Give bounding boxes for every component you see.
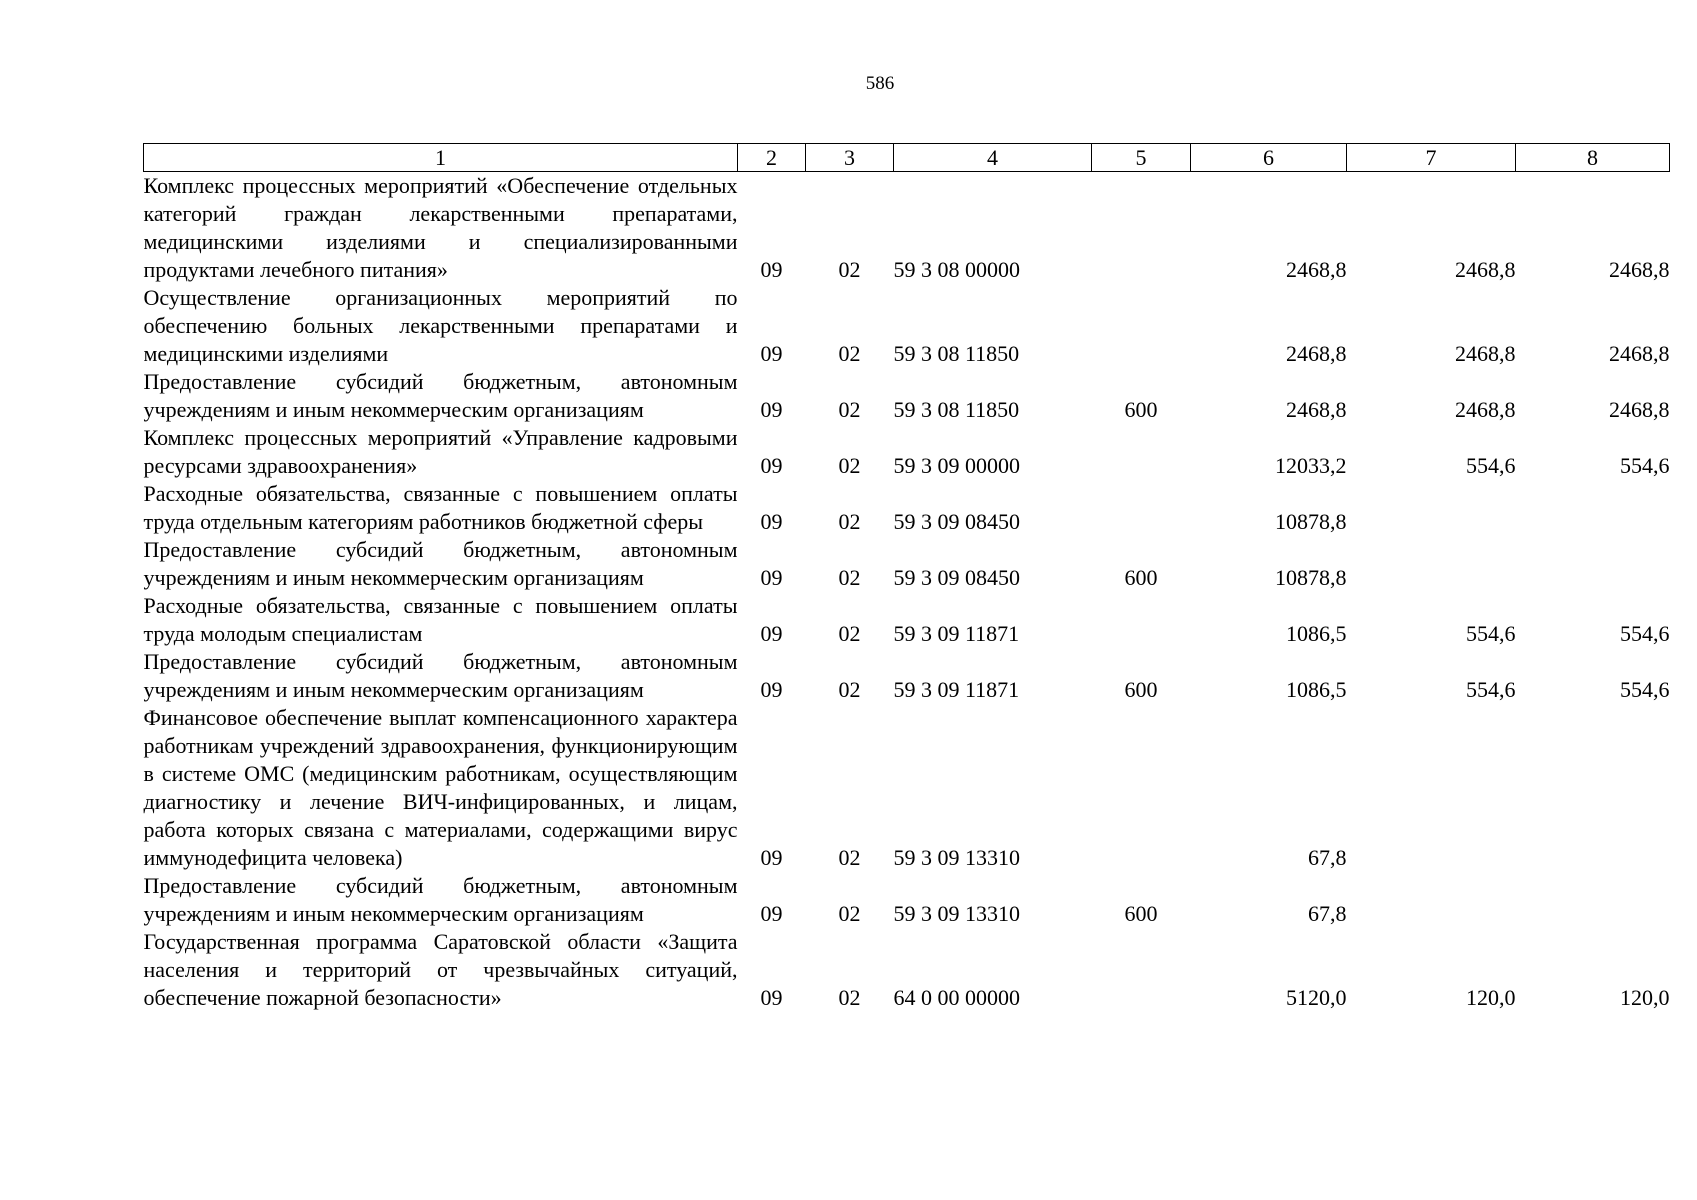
target-article-code: 59 3 09 13310 xyxy=(893,845,1020,870)
section-code: 09 xyxy=(760,845,783,870)
target-article-code: 59 3 08 11850 xyxy=(893,397,1020,422)
expense-type-code xyxy=(1092,480,1191,536)
subsection-code: 02 xyxy=(838,621,861,646)
subsection-code: 02 xyxy=(838,509,861,534)
section-code: 09 xyxy=(760,565,783,590)
table-row xyxy=(144,480,1670,536)
column-header-row xyxy=(144,144,1670,172)
budget-table xyxy=(143,143,1670,1012)
expense-type-code xyxy=(1092,592,1191,648)
subsection-code: 02 xyxy=(838,397,861,422)
section-code: 09 xyxy=(760,677,783,702)
amount-year-1: 2468,8 xyxy=(1286,341,1347,366)
expense-type-code xyxy=(1092,928,1191,1012)
amount-year-3 xyxy=(1516,480,1670,536)
amount-year-2: 2468,8 xyxy=(1455,341,1516,366)
section-code: 09 xyxy=(760,509,783,534)
column-header: 8 xyxy=(1516,144,1670,172)
column-header: 5 xyxy=(1092,144,1191,172)
target-article-code: 64 0 00 00000 xyxy=(893,985,1020,1010)
section-code: 09 xyxy=(760,901,783,926)
amount-year-3 xyxy=(1516,536,1670,592)
expense-type-code: 600 xyxy=(1124,397,1158,422)
amount-year-1: 2468,8 xyxy=(1286,397,1347,422)
section-code: 09 xyxy=(760,985,783,1010)
column-header: 4 xyxy=(894,144,1092,172)
amount-year-2 xyxy=(1347,872,1516,928)
table-row xyxy=(144,172,1670,285)
row-description: Предоставление субсидий бюджетным, автономным учреждениям и иным некоммерческим организациям xyxy=(143,537,738,590)
row-description: Расходные обязательства, связанные с повышением оплаты труда отдельным категориям работников бюджетной сферы xyxy=(143,481,738,534)
table-row xyxy=(144,648,1670,704)
expense-type-code xyxy=(1092,284,1191,368)
amount-year-3 xyxy=(1516,872,1670,928)
amount-year-1: 10878,8 xyxy=(1275,509,1347,534)
row-description: Расходные обязательства, связанные с повышением оплаты труда молодым специалистам xyxy=(143,593,738,646)
amount-year-2 xyxy=(1347,480,1516,536)
amount-year-3: 554,6 xyxy=(1620,677,1670,702)
row-description: Комплекс процессных мероприятий «Управление кадровыми ресурсами здравоохранения» xyxy=(143,425,738,478)
target-article-code: 59 3 09 11871 xyxy=(893,677,1020,702)
subsection-code: 02 xyxy=(838,257,861,282)
row-description: Осуществление организационных мероприятий по обеспечению больных лекарственными препаратами и медицинскими изделиями xyxy=(143,285,738,366)
column-header: 1 xyxy=(144,144,738,172)
amount-year-3: 2468,8 xyxy=(1609,257,1670,282)
table-row xyxy=(144,536,1670,592)
amount-year-1: 67,8 xyxy=(1308,901,1347,926)
row-description: Предоставление субсидий бюджетным, автономным учреждениям и иным некоммерческим организациям xyxy=(143,369,738,422)
amount-year-2: 120,0 xyxy=(1466,985,1516,1010)
target-article-code: 59 3 09 13310 xyxy=(893,901,1020,926)
column-header: 7 xyxy=(1347,144,1516,172)
amount-year-2: 554,6 xyxy=(1466,621,1516,646)
column-header: 3 xyxy=(806,144,894,172)
table-row xyxy=(144,592,1670,648)
table-row xyxy=(144,872,1670,928)
amount-year-3: 554,6 xyxy=(1620,621,1670,646)
amount-year-1: 5120,0 xyxy=(1286,985,1347,1010)
column-header: 2 xyxy=(738,144,806,172)
expense-type-code xyxy=(1092,172,1191,285)
amount-year-1: 2468,8 xyxy=(1286,257,1347,282)
amount-year-1: 67,8 xyxy=(1308,845,1347,870)
target-article-code: 59 3 08 00000 xyxy=(893,257,1020,282)
amount-year-2 xyxy=(1347,536,1516,592)
subsection-code: 02 xyxy=(838,565,861,590)
table-row xyxy=(144,424,1670,480)
section-code: 09 xyxy=(760,621,783,646)
column-header: 6 xyxy=(1191,144,1347,172)
table-row xyxy=(144,284,1670,368)
amount-year-1: 1086,5 xyxy=(1286,677,1347,702)
subsection-code: 02 xyxy=(838,453,861,478)
target-article-code: 59 3 09 08450 xyxy=(893,565,1020,590)
table-row xyxy=(144,928,1670,1012)
expense-type-code xyxy=(1092,424,1191,480)
amount-year-2: 2468,8 xyxy=(1455,397,1516,422)
target-article-code: 59 3 09 11871 xyxy=(893,621,1020,646)
table-row xyxy=(144,704,1670,872)
table-row xyxy=(144,368,1670,424)
row-description: Финансовое обеспечение выплат компенсационного характера работникам учреждений здравоохранения, функционирующим в системе ОМС (медицинским работникам, осуществляющим диагностику и лечение ВИЧ-инфицированных, и лицам, работа которых связана с материалами, содержащими вирус иммунодефицита человека) xyxy=(143,705,738,870)
section-code: 09 xyxy=(760,397,783,422)
amount-year-3: 2468,8 xyxy=(1609,341,1670,366)
expense-type-code: 600 xyxy=(1124,901,1158,926)
amount-year-1: 10878,8 xyxy=(1275,565,1347,590)
subsection-code: 02 xyxy=(838,677,861,702)
target-article-code: 59 3 09 00000 xyxy=(893,453,1020,478)
amount-year-1: 12033,2 xyxy=(1275,453,1347,478)
amount-year-3: 554,6 xyxy=(1620,453,1670,478)
row-description: Комплекс процессных мероприятий «Обеспечение отдельных категорий граждан лекарственными препаратами, медицинскими изделиями и специализированными продуктами лечебного питания» xyxy=(143,173,738,282)
row-description: Предоставление субсидий бюджетным, автономным учреждениям и иным некоммерческим организациям xyxy=(143,649,738,702)
section-code: 09 xyxy=(760,453,783,478)
amount-year-3 xyxy=(1516,704,1670,872)
amount-year-3: 2468,8 xyxy=(1609,397,1670,422)
expense-type-code xyxy=(1092,704,1191,872)
subsection-code: 02 xyxy=(838,985,861,1010)
target-article-code: 59 3 09 08450 xyxy=(893,509,1020,534)
expense-type-code: 600 xyxy=(1124,677,1158,702)
subsection-code: 02 xyxy=(838,845,861,870)
row-description: Предоставление субсидий бюджетным, автономным учреждениям и иным некоммерческим организациям xyxy=(143,873,738,926)
subsection-code: 02 xyxy=(838,341,861,366)
amount-year-2: 554,6 xyxy=(1466,677,1516,702)
expense-type-code: 600 xyxy=(1124,565,1158,590)
page-number: 586 xyxy=(865,73,895,94)
amount-year-2: 554,6 xyxy=(1466,453,1516,478)
subsection-code: 02 xyxy=(838,901,861,926)
section-code: 09 xyxy=(760,257,783,282)
amount-year-2 xyxy=(1347,704,1516,872)
amount-year-2: 2468,8 xyxy=(1455,257,1516,282)
target-article-code: 59 3 08 11850 xyxy=(893,341,1020,366)
section-code: 09 xyxy=(760,341,783,366)
amount-year-3: 120,0 xyxy=(1620,985,1670,1010)
row-description: Государственная программа Саратовской области «Защита населения и территорий от чрезвычайных ситуаций, обеспечение пожарной безопасности» xyxy=(143,929,738,1010)
amount-year-1: 1086,5 xyxy=(1286,621,1347,646)
